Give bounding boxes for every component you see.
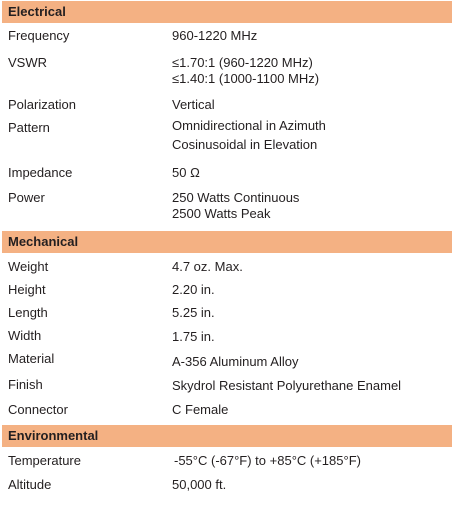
spec-label-weight: Weight: [8, 259, 49, 274]
spec-label-pattern: Pattern: [8, 120, 50, 135]
spec-value-power-line1: 250 Watts Continuous: [172, 190, 300, 205]
section-header-mechanical: Mechanical: [2, 231, 452, 253]
spec-label-frequency: Frequency: [8, 28, 70, 43]
spec-value-altitude: 50,000 ft.: [172, 477, 227, 492]
spec-value-temperature: -55°C (-67°F) to +85°C (+185°F): [174, 453, 361, 468]
spec-value-finish: Skydrol Resistant Polyurethane Enamel: [172, 378, 402, 393]
spec-value-vswr-line1: ≤1.70:1 (960-1220 MHz): [172, 55, 313, 70]
section-header-electrical: Electrical: [2, 1, 452, 23]
spec-label-polarization: Polarization: [8, 97, 76, 112]
spec-value-height: 2.20 in.: [172, 282, 215, 297]
spec-value-weight: 4.7 oz. Max.: [172, 259, 243, 274]
spec-label-power: Power: [8, 190, 45, 205]
spec-label-vswr: VSWR: [8, 55, 47, 70]
spec-label-impedance: Impedance: [8, 165, 73, 180]
spec-label-connector: Connector: [8, 402, 68, 417]
spec-value-polarization: Vertical: [172, 97, 215, 112]
section-header-environmental: Environmental: [2, 425, 452, 447]
spec-value-pattern-line2: Cosinusoidal in Elevation: [172, 137, 318, 152]
spec-label-material: Material: [8, 351, 55, 366]
spec-label-temperature: Temperature: [8, 453, 81, 468]
spec-label-width: Width: [8, 328, 42, 343]
spec-label-length: Length: [8, 305, 48, 320]
spec-value-power-line2: 2500 Watts Peak: [172, 206, 271, 221]
spec-value-pattern-line1: Omnidirectional in Azimuth: [172, 118, 326, 133]
spec-value-frequency: 960-1220 MHz: [172, 28, 258, 43]
spec-value-material: A-356 Aluminum Alloy: [172, 354, 299, 369]
spec-value-impedance: 50 Ω: [172, 165, 200, 180]
spec-value-width: 1.75 in.: [172, 329, 215, 344]
spec-value-length: 5.25 in.: [172, 305, 215, 320]
spec-label-altitude: Altitude: [8, 477, 52, 492]
spec-label-height: Height: [8, 282, 46, 297]
spec-value-vswr-line2: ≤1.40:1 (1000-1100 MHz): [172, 71, 320, 86]
spec-label-finish: Finish: [8, 377, 43, 392]
spec-value-connector: C Female: [172, 402, 229, 417]
